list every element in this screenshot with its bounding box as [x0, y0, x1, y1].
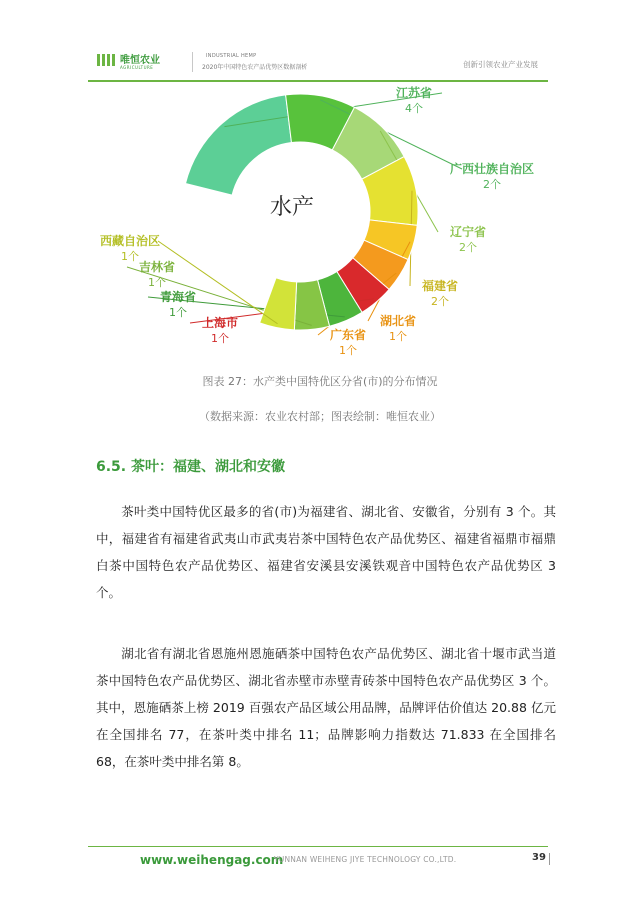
slice-value-label: 1个: [121, 250, 139, 263]
page-footer: [88, 846, 558, 874]
slice-value-label: 2个: [459, 241, 477, 254]
slice-value-label: 1个: [389, 330, 407, 343]
footer-rule: [88, 846, 548, 847]
header-divider: [192, 52, 193, 72]
footer-website[interactable]: www.weihengag.com: [140, 853, 284, 867]
chart-title: 水产: [270, 195, 315, 220]
slice-label: 广西壮族自治区: [449, 162, 535, 176]
document-tag: INDUSTRIAL HEMP: [206, 53, 257, 59]
donut-chart: [0, 86, 640, 366]
slice-label: 上海市: [201, 316, 239, 330]
slice-label: 辽宁省: [449, 225, 487, 239]
page-number: 39: [532, 852, 546, 863]
section-heading: 6.5. 茶叶：福建、湖北和安徽: [96, 459, 285, 475]
paragraph-text: 茶叶类中国特优区最多的省(市)为福建省、湖北省、安徽省，分别有 3 个。其中，福建省有福建省武夷山市武夷岩茶中国特色农产品优势区、福建省福鼎市福鼎白茶中国特色农产品优势区、福建省安溪县安溪铁观音中国特色农产品优势区 3 个。: [96, 504, 556, 600]
slice-value-label: 2个: [431, 295, 449, 308]
page-header: [88, 44, 548, 80]
slice-label: 福建省: [421, 279, 459, 293]
figure-caption: 图表 27：水产类中国特优区分省(市)的分布情况: [202, 375, 438, 388]
slice-label: 广东省: [329, 328, 367, 342]
slice-value-label: 1个: [148, 276, 166, 289]
brand-name: 唯恒农业: [120, 55, 160, 66]
slice-label: 吉林省: [138, 260, 176, 274]
brand-subtitle: AGRICULTURE: [120, 65, 154, 70]
slice-label: 湖北省: [379, 314, 417, 328]
paragraph-text: 湖北省有湖北省恩施州恩施硒茶中国特色农产品优势区、湖北省十堰市武当道茶中国特色农产品优势区、湖北省赤壁市赤壁青砖茶中国特色农产品优势区 3 个。其中，恩施硒茶上榜 2019 百强农产品区域公用品牌，品牌评估价值达 20.88 亿元在全国排名 77，在茶叶类中排名 11；品牌影响力指数达 71.833 在全国排名 68，在茶叶类中排名第 8。: [96, 646, 556, 769]
slice-value-label: 4个: [405, 102, 423, 115]
slice-label: 青海省: [159, 290, 197, 304]
slice-value-label: 2个: [483, 178, 501, 191]
body-paragraph: [96, 640, 556, 775]
donut-slice: [260, 278, 297, 330]
header-rule: [88, 80, 548, 82]
header-slogan: 创新引领农业产业发展: [463, 60, 538, 69]
leaf-logo-icon: [96, 52, 116, 68]
slice-value-label: 1个: [211, 332, 229, 345]
page-number-divider: [549, 853, 550, 865]
slice-label: 江苏省: [395, 86, 433, 100]
slice-value-label: 1个: [169, 306, 187, 319]
donut-slice: [186, 95, 292, 195]
figure-source: （数据来源：农业农村部；图表绘制：唯恒农业）: [199, 410, 441, 423]
document-title: 2020年中国特色农产品优势区数据剖析: [202, 64, 308, 71]
slice-label: 西藏自治区: [99, 234, 161, 248]
footer-company: YUNNAN WEIHENG JIYE TECHNOLOGY CO.,LTD.: [274, 855, 457, 864]
slice-value-label: 1个: [339, 344, 357, 357]
body-paragraph: [96, 498, 556, 606]
